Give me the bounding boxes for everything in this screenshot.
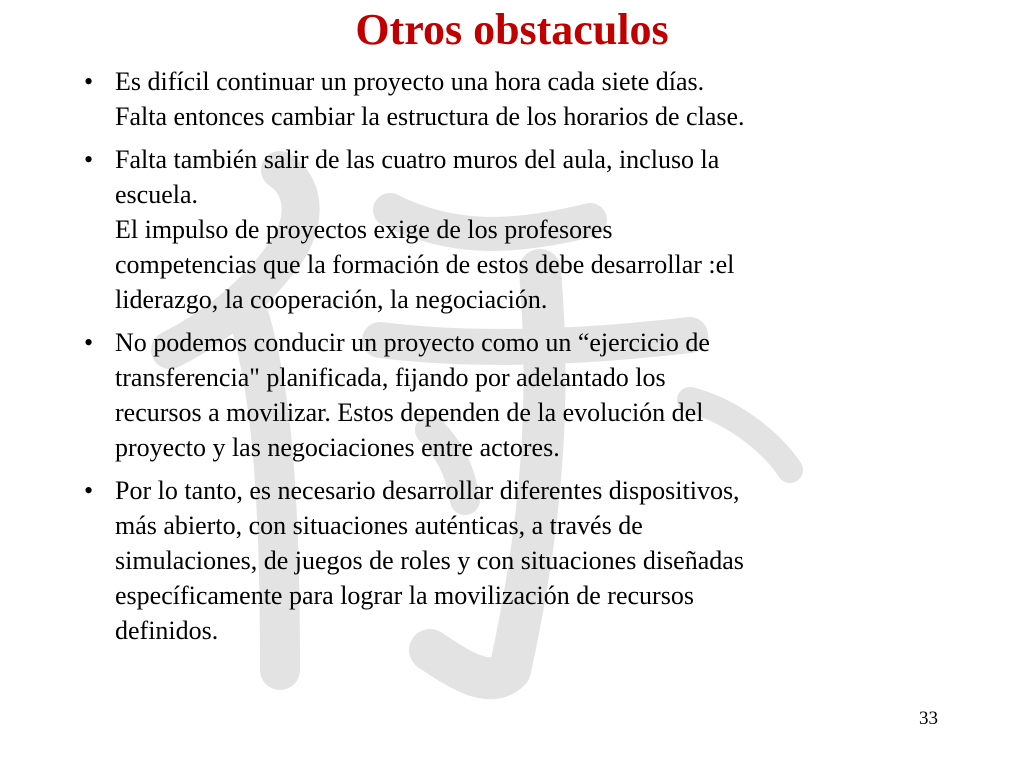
bullet-line: Es difícil continuar un proyecto una hora cada siete días. — [115, 67, 705, 96]
slide-title: Otros obstaculos — [355, 5, 669, 54]
bullet-text — [115, 325, 924, 465]
bullet-line: escuela. — [115, 180, 199, 209]
bullet-text — [115, 142, 924, 317]
bullet-list — [84, 64, 924, 656]
bullet-line: proyecto y las negociaciones entre actores. — [115, 433, 560, 462]
bullet-line: El impulso de proyectos exige de los profesores — [115, 215, 613, 244]
bullet-line: específicamente para lograr la movilización de recursos — [115, 581, 694, 610]
bullet-line: simulaciones, de juegos de roles y con situaciones diseñadas — [115, 546, 744, 575]
bullet-line: recursos a movilizar. Estos dependen de la evolución del — [115, 398, 704, 427]
bullet-line: liderazgo, la cooperación, la negociación. — [115, 285, 548, 314]
bullet-text — [115, 473, 924, 648]
bullet-item — [84, 142, 924, 317]
bullet-marker: • — [84, 145, 94, 174]
bullet-line: Falta entonces cambiar la estructura de los horarios de clase. — [115, 102, 745, 131]
bullet-line: más abierto, con situaciones auténticas, a través de — [115, 511, 643, 540]
bullet-item — [84, 325, 924, 465]
bullet-item — [84, 64, 924, 134]
bullet-line: No podemos conducir un proyecto como un “ejercicio de — [115, 328, 710, 357]
bullet-line: Por lo tanto, es necesario desarrollar diferentes dispositivos, — [115, 476, 740, 505]
bullet-text — [115, 64, 924, 134]
bullet-marker: • — [84, 67, 94, 96]
bullet-marker: • — [84, 328, 94, 357]
bullet-marker: • — [84, 476, 94, 505]
bullet-line: definidos. — [115, 616, 219, 645]
bullet-line: Falta también salir de las cuatro muros del aula, incluso la — [115, 145, 720, 174]
bullet-line: transferencia" planificada, fijando por adelantado los — [115, 363, 666, 392]
bullet-item — [84, 473, 924, 648]
page-number: 33 — [919, 708, 938, 729]
bullet-line: competencias que la formación de estos debe desarrollar :el — [115, 250, 735, 279]
